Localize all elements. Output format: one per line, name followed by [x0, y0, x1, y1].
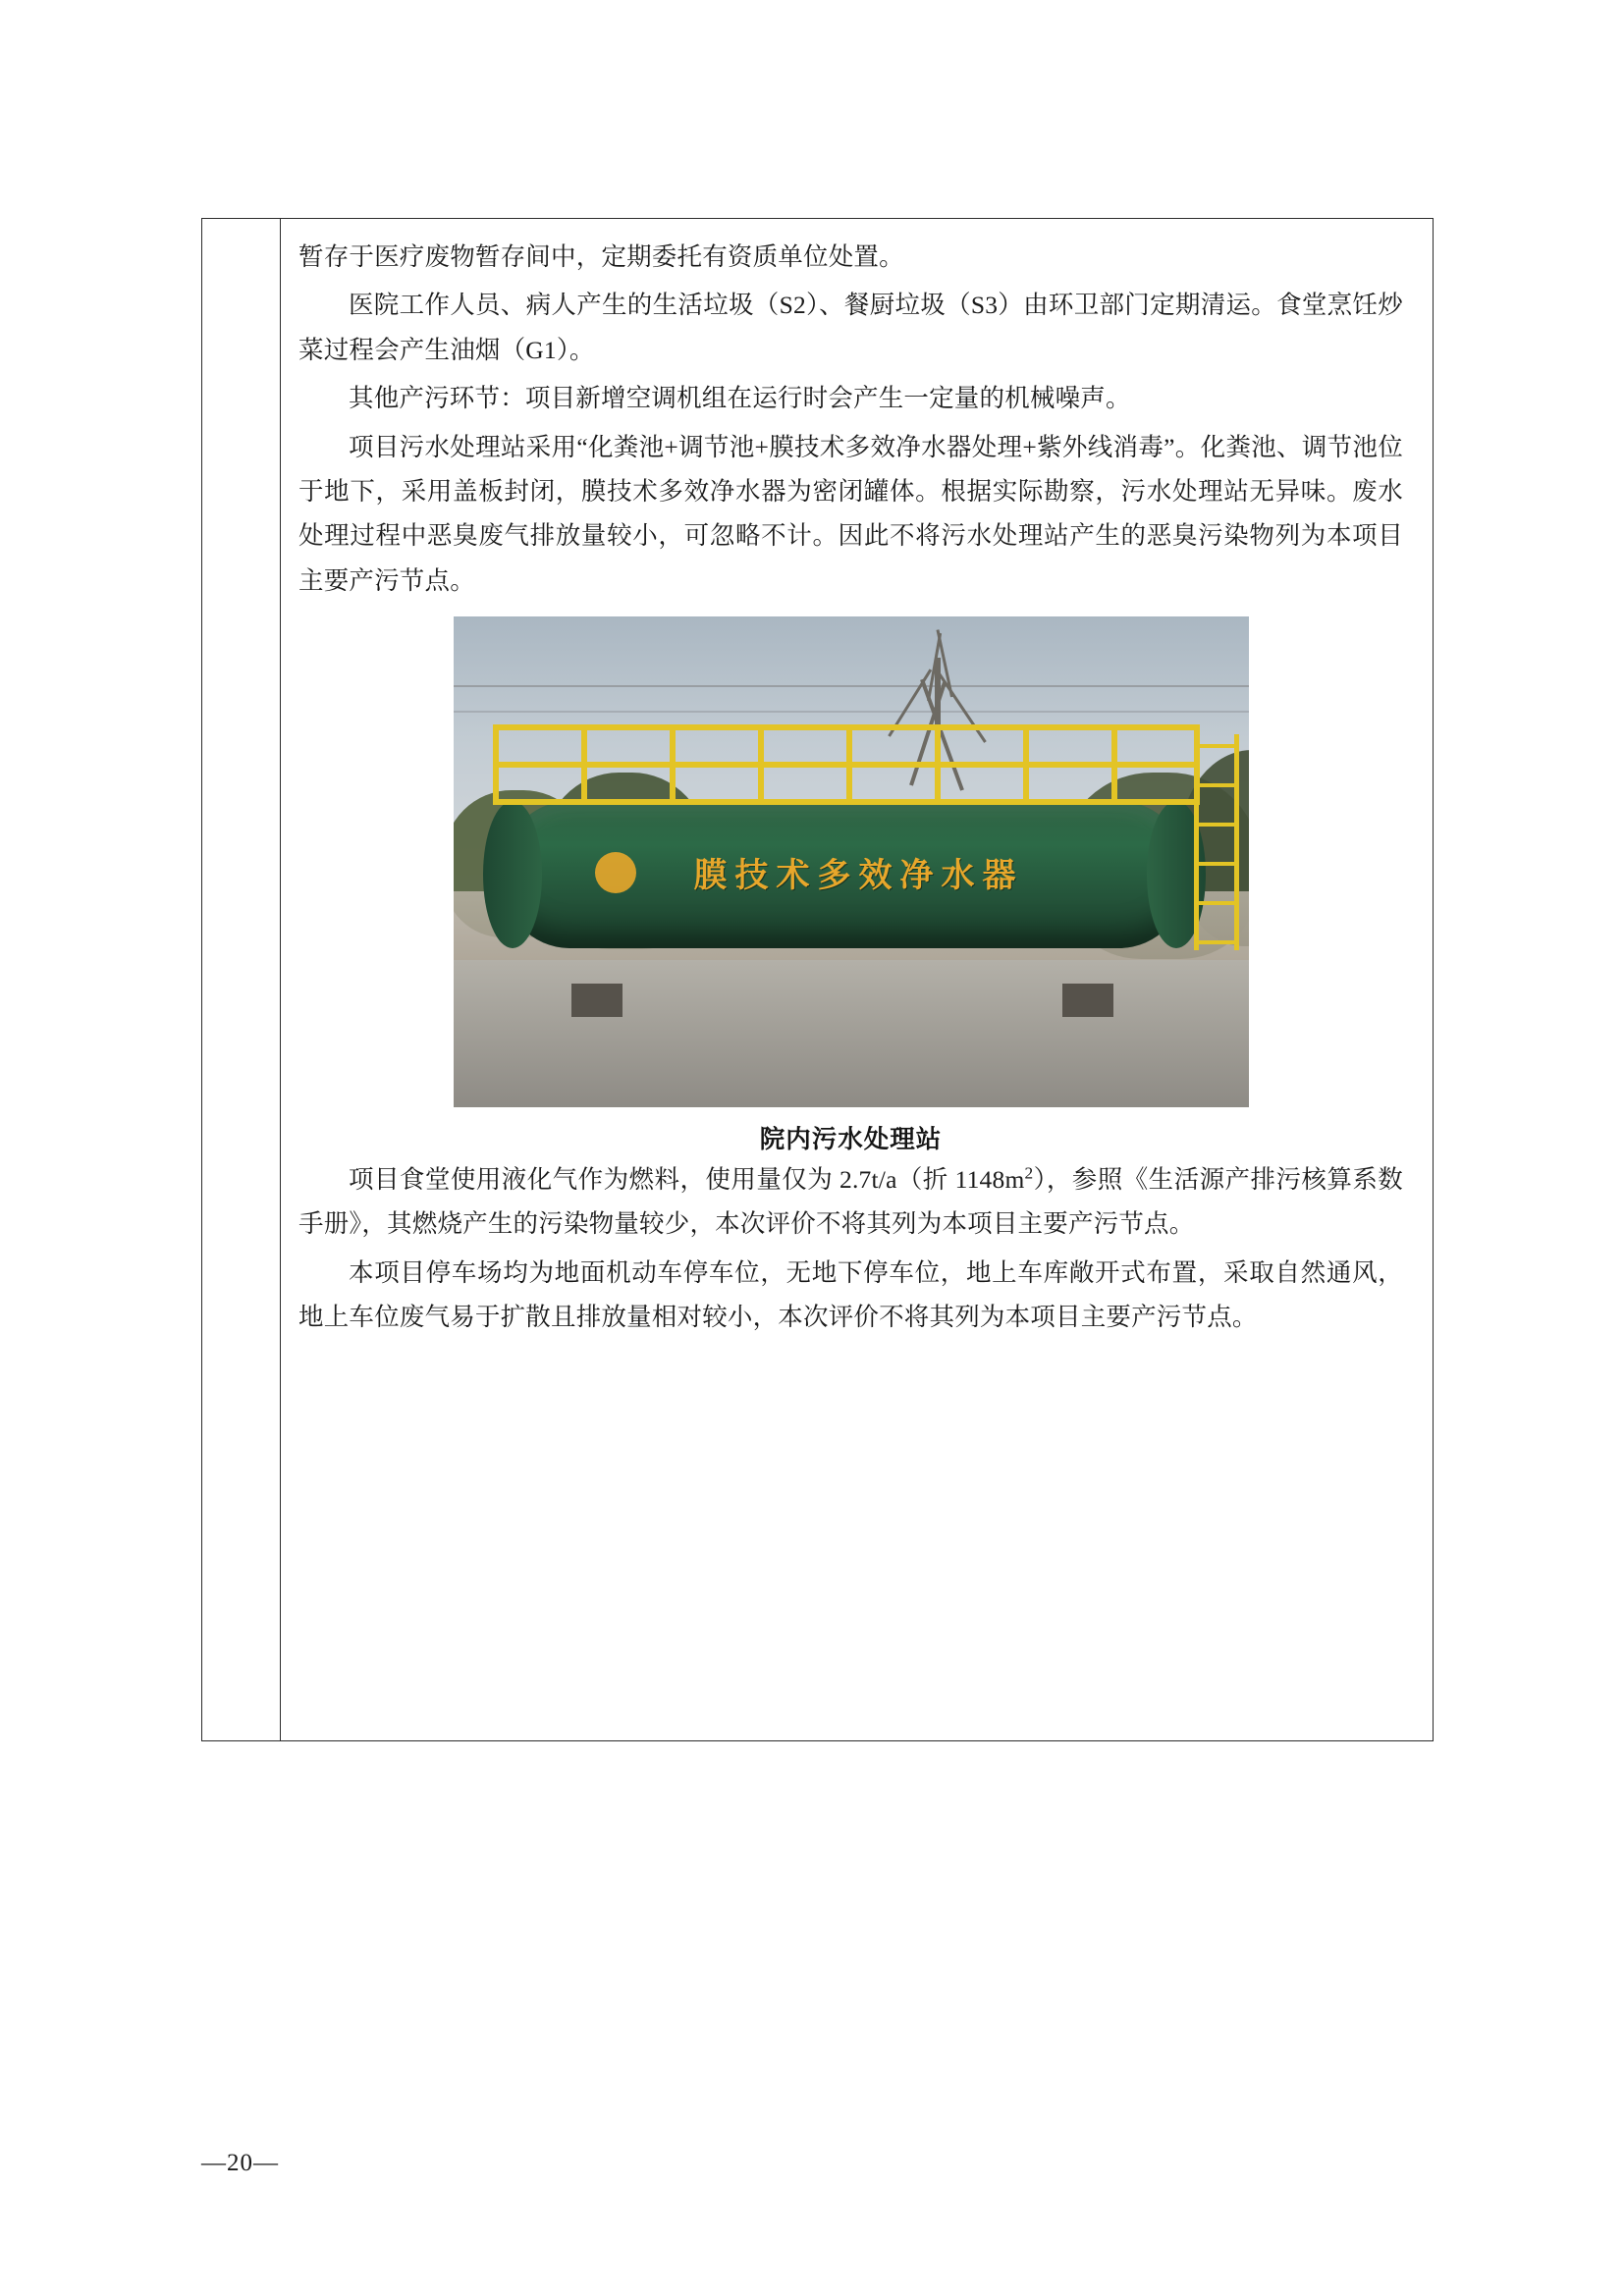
photo-ladder	[1194, 734, 1239, 950]
photo-ground	[454, 960, 1249, 1107]
paragraph-4: 项目污水处理站采用“化粪池+调节池+膜技术多效净水器处理+紫外线消毒”。化粪池、调节池位于地下，采用盖板封闭，膜技术多效净水器为密闭罐体。根据实际勘察，污水处理站无异味。废水处理过程中恶臭废气排放量较小，可忽略不计。因此不将污水处理站产生的恶臭污染物列为本项目主要产污节点。	[298, 432, 1403, 595]
paragraph-5-prefix: 项目食堂使用液化气作为燃料，使用量仅为 2.7t/a（折 1148m	[349, 1165, 1025, 1194]
table-main-column	[281, 219, 1433, 1740]
photo-tank-body	[501, 801, 1188, 948]
paragraph-2: 医院工作人员、病人产生的生活垃圾（S2）、餐厨垃圾（S3）由环卫部门定期清运。食堂烹饪炒菜过程会产生油烟（G1）。	[298, 291, 1403, 364]
paragraph-5-suffix: ），参照《生活源产排污核算系数手册》，其燃烧产生的污染物量较少，本次评价不将其列为本项目主要产污节点。	[298, 1165, 1403, 1239]
paragraph-3: 其他产污环节：项目新增空调机组在运行时会产生一定量的机械噪声。	[349, 384, 1131, 413]
photo-tank-support	[571, 984, 623, 1017]
page-number: —20—	[201, 2150, 279, 2176]
figure-wastewater-station	[298, 616, 1403, 1155]
paragraph-1: 暂存于医疗废物暂存间中，定期委托有资质单位处置。	[298, 242, 904, 271]
photo-tank-logo	[595, 852, 636, 893]
photo-tank-cap-left	[483, 801, 542, 948]
photo-wastewater-tank	[454, 616, 1249, 1107]
content-table	[201, 218, 1434, 1741]
figure-caption: 院内污水处理站	[759, 1125, 943, 1153]
paragraph-5-superscript: 2	[1024, 1163, 1034, 1183]
photo-tank-support	[1062, 984, 1113, 1017]
table-left-column	[202, 219, 281, 1740]
paragraph-6: 本项目停车场均为地面机动车停车位，无地下停车位，地上车库敞开式布置，采取自然通风，地上车位废气易于扩散且排放量相对较小，本次评价不将其列为本项目主要产污节点。	[298, 1257, 1403, 1332]
photo-guardrail	[493, 724, 1200, 805]
paragraph-5	[298, 1157, 1403, 1247]
photo-tank-label: 膜技术多效净水器	[693, 857, 1024, 894]
